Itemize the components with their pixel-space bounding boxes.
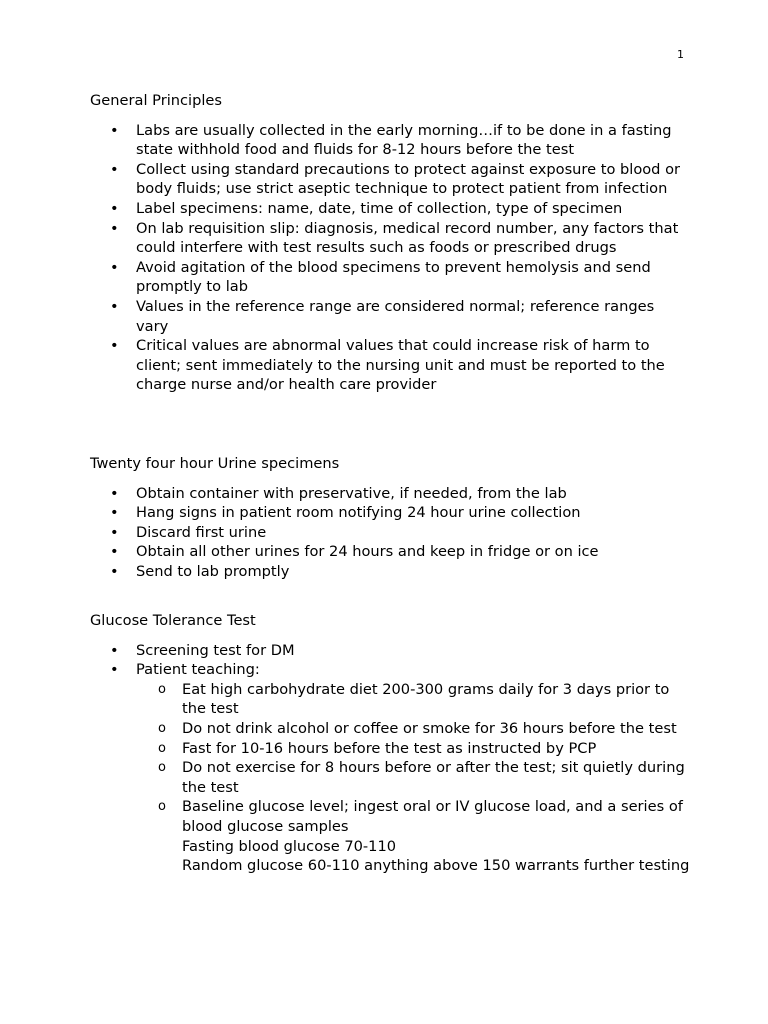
section-heading: Twenty four hour Urine specimens (90, 455, 340, 472)
page-number: 1 (677, 48, 684, 61)
list-item: • Critical values are abnormal values that could increase risk of harm to client; sent immediately to the nursing unit and must be reported to the charge nurse and/or health care provider (90, 336, 690, 395)
sub-list-item: o Eat high carbohydrate diet 200-300 grams daily for 3 days prior to the test (136, 680, 690, 719)
section-heading: Glucose Tolerance Test (90, 612, 256, 629)
list-item: • Send to lab promptly (90, 562, 690, 582)
sub-bullet-list (136, 680, 690, 876)
fasting-glucose-line: Fasting blood glucose 70-110 (182, 837, 397, 855)
list-item: • On lab requisition slip: diagnosis, medical record number, any factors that could interfere with test results such as foods or prescribed drugs (90, 219, 690, 258)
list-item: • Hang signs in patient room notifying 24 hour urine collection (90, 503, 690, 523)
list-item: • Avoid agitation of the blood specimens to prevent hemolysis and send promptly to lab (90, 258, 690, 297)
list-item: • Obtain all other urines for 24 hours and keep in fridge or on ice (90, 542, 690, 562)
section-urine-specimens (90, 454, 690, 582)
sub-list-item (136, 797, 690, 875)
list-item: • Values in the reference range are considered normal; reference ranges vary (90, 297, 690, 336)
list-item: • Label specimens: name, date, time of collection, type of specimen (90, 199, 690, 219)
section-glucose-tolerance-test (90, 611, 690, 876)
list-item: • Discard first urine (90, 523, 690, 543)
list-item: • Labs are usually collected in the early morning…if to be done in a fasting state withhold food and fluids for 8-12 hours before the test (90, 121, 690, 160)
bullet-list (90, 121, 690, 395)
sub-list-item: o Do not exercise for 8 hours before or after the test; sit quietly during the test (136, 758, 690, 797)
bullet-list (90, 641, 690, 876)
sub-list-item: o Fast for 10-16 hours before the test as instructed by PCP (136, 739, 690, 759)
list-item: • Collect using standard precautions to protect against exposure to blood or body fluids; use strict aseptic technique to protect patient from infection (90, 160, 690, 199)
list-item (90, 660, 690, 876)
sub-list-item-text: o Baseline glucose level; ingest oral or IV glucose load, and a series of blood glucose samples (182, 798, 683, 835)
bullet-list (90, 484, 690, 582)
random-glucose-line: Random glucose 60-110 anything above 150 warrants further testing (182, 857, 690, 875)
list-item-label: • Patient teaching: (136, 661, 260, 679)
section-heading: General Principles (90, 92, 222, 109)
section-general-principles (90, 91, 690, 395)
sub-list-item: o Do not drink alcohol or coffee or smoke for 36 hours before the test (136, 719, 690, 739)
list-item: • Obtain container with preservative, if needed, from the lab (90, 484, 690, 504)
list-item: • Screening test for DM (90, 641, 690, 661)
